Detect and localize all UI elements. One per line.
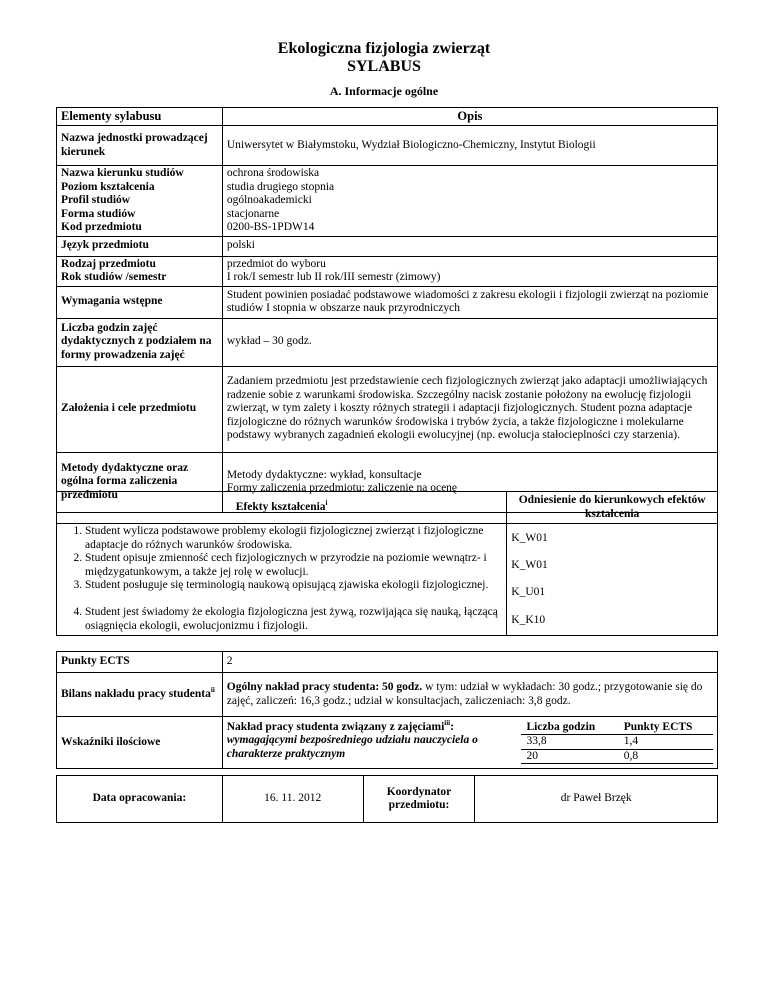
label-year: Rok studiów /semestr [61,271,167,283]
row-label-type [57,256,223,286]
label-profile: Profil studiów [61,194,131,206]
outcomes-refs-cell [507,524,718,636]
balance-breakdown: w tym: udział w wykładach: 30 godz.; przygotowanie się do zajęć, zaliczeń: 16,3 godz.; udział w konsultacjach, zaliczeniach: 3,8 godz. [226,681,703,707]
outcome-ref-4: K_K10 [511,614,546,626]
value-form: stacjonarne [226,207,280,220]
date-label: Data opracowania: [57,776,223,823]
ects-label: Punkty ECTS [57,652,223,673]
balance-total: Ogólny nakład pracy studenta: 50 godz. [226,681,423,693]
outcomes-table [56,491,718,636]
outcomes-header-text: Efekty kształcenia [235,500,326,513]
outcome-item-2: 2. Student opisuje zmienność cech fizjologicznych w przyrodzie na poziomie wewnątrz- i międzygatunkowym, a także jej rolę w ewolucji. [85,552,502,579]
coordinator-label: Koordynator przedmiotu: [363,776,475,823]
value-profile: ogólnoakademicki [226,194,312,206]
ects-value: 2 [222,652,717,673]
row-value-hours: wykład – 30 godz. [222,318,717,366]
row-value-unit: Uniwersytet w Białymstoku, Wydział Biologiczno-Chemiczny, Instytut Biologii [222,126,717,166]
methods-line-2: Formy zaliczenia przedmiotu: zaliczenie na ocenę [226,482,458,494]
value-year: I rok/I semestr lub II rok/III semestr (zimowy) [226,271,441,283]
outcome-ref-1: K_W01 [511,532,548,544]
outcomes-header-left [57,492,507,524]
row-label-field [57,166,223,237]
label-level: Poziom kształcenia [61,180,155,193]
document-subtitle: SYLABUS [347,58,421,75]
footnote-marker-i: i [325,498,328,507]
date-value: 16. 11. 2012 [222,776,363,823]
ects-table [56,651,718,769]
document-title: Ekologiczna fizjologia zwierząt [277,40,491,57]
ects-value-2: 0,8 [616,749,713,764]
row-label-requirements: Wymagania wstępne [57,286,223,318]
col-hours-header: Liczba godzin [521,721,616,735]
label-type: Rodzaj przedmiotu [61,257,156,270]
coordinator-value: dr Paweł Brzęk [475,776,718,823]
outcome-ref-2: K_W01 [511,559,548,571]
outcome-item-3: 3. Student posługuje się terminologią naukową opisującą zjawiska ekologii fizjologicznej. [85,579,502,606]
row-label-language: Język przedmiotu [57,236,223,256]
indicators-cell [222,717,717,769]
row-value-type [222,256,717,286]
row-value-field [222,166,717,237]
outcome-item-4: 4. Student jest świadomy że ekologia fizjologiczna jest żywą, rozwijająca się nauką, łączącą osiągnięcia ekologii, ewolucjonizmu i fizjologii. [85,606,502,634]
ects-value-1: 1,4 [616,735,713,750]
col-header-elements: Elementy sylabusu [57,108,223,126]
methods-line-1: Metody dydaktyczne: wykład, konsultacje [226,468,422,481]
row-value-requirements: Student powinien posiadać podstawowe wiadomości z zakresu ekologii i fizjologii zwierząt na poziomie studiów I stopnia w obszarze nauk przyrodniczych [222,286,717,318]
label-form: Forma studiów [61,207,136,220]
balance-value [222,673,717,717]
indicators-inner-table [226,718,713,765]
coordinator-table [56,775,718,823]
outcomes-header-right: Odniesienie do kierunkowych efektów kształcenia [507,492,718,524]
outcomes-list [61,525,502,634]
value-level: studia drugiego stopnia [226,180,335,193]
indicators-heading-text: Nakład pracy studenta związany z zajęciami [226,720,445,733]
hours-value-2: 20 [521,749,616,764]
balance-label-cell [57,673,223,717]
indicators-practical: wymagającymi bezpośredniego udziału nauczyciela o charakterze praktycznym [226,734,478,760]
indicators-heading-colon: : [450,720,454,733]
outcome-ref-3: K_U01 [511,586,546,598]
row-label-goals: Założenia i cele przedmiotu [57,366,223,452]
section-heading: A. Informacje ogólne [329,84,439,98]
row-label-unit: Nazwa jednostki prowadzącej kierunek [57,126,223,166]
value-code: 0200-BS-1PDW14 [226,221,315,233]
footnote-marker-iii: iii [444,718,451,727]
indicators-label: Wskaźniki ilościowe [57,717,223,769]
indicators-description [226,718,521,764]
row-value-goals: Zadaniem przedmiotu jest przedstawienie cech fizjologicznych zwierząt jako adaptacji umożliwiających radzenie sobie z warunkami środowiska. Szczególny nacisk zostanie położony na ewolucję fizjologii zwierząt, w tym zalety i koszty różnych strategii i adaptacji fizjologicznych. Student pozna adaptacje fizjologiczne do różnych warunków środowiska i trybów życia, a także fizjologiczne i molekularne podstawy wybranych zagadnień ekologii ewolucyjnej (np. ewolucja stałocieplności czy starzenia). [222,366,717,452]
label-field: Nazwa kierunku studiów [61,167,184,179]
balance-label: Bilans nakładu pracy studenta [61,687,211,700]
footnote-marker-ii: ii [210,685,215,694]
col-ects-header: Punkty ECTS [616,721,713,735]
value-field: ochrona środowiska [226,167,320,179]
general-info-table [56,107,718,513]
row-label-methods: Metody dydaktyczne oraz ogólna forma zaliczenia przedmiotu [57,452,223,512]
indicators-heading [226,718,521,735]
outcome-item-1: 1. Student wylicza podstawowe problemy ekologii fizjologicznej zwierząt i fizjologiczne adaptacje do różnych warunków środowiska. [85,525,502,552]
row-label-hours: Liczba godzin zajęć dydaktycznych z podziałem na formy prowadzenia zajęć [57,318,223,366]
row-value-language: polski [222,236,717,256]
col-header-description: Opis [222,108,717,126]
label-code: Kod przedmiotu [61,221,142,233]
hours-value-1: 33,8 [521,735,616,750]
value-type: przedmiot do wyboru [226,257,326,270]
outcomes-list-cell [57,524,507,636]
